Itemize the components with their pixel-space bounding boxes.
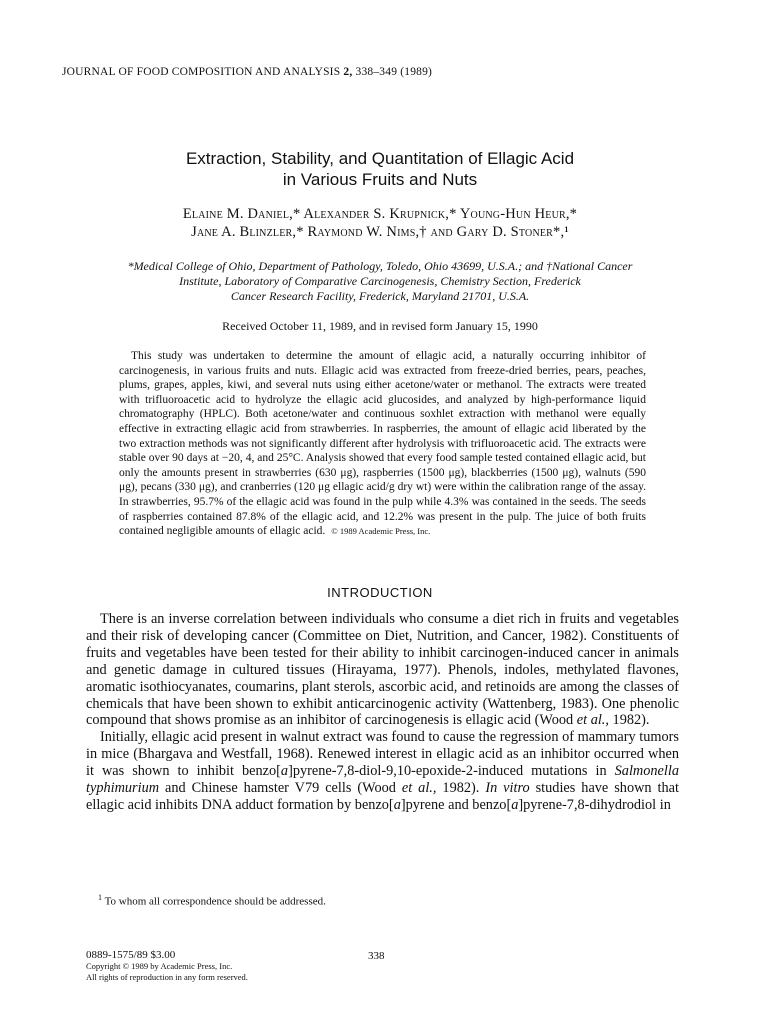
footnote (98, 893, 326, 908)
paragraph (86, 611, 679, 729)
text-run: There is an inverse correlation between individuals who consume a diet rich in fruits and vegetables and their risk of developing cancer (Committee on Diet, Nutrition, and Cancer, 1982). Constituents of fruits and vegetables have been tested for their ability to inhibit carcinogen-induced cancer in animals and genetic damage in cultured tissues (Hirayama, 1977). Phenols, indoles, methylated flavones, aromatic isothiocyanates, coumarins, plant sterols, ascorbic acid, and retinoids are among the classes of chemicals that have been shown to exhibit anticarcinogenic activity (Wattenberg, 1983). One phenolic compound that shows promise as an inhibitor of carcinogenesis is ellagic acid (Wood (86, 611, 679, 729)
title-line: Extraction, Stability, and Quantitation of Ellagic Acid (185, 149, 575, 168)
title-line: in Various Fruits and Nuts (282, 170, 478, 189)
abstract-copyright: © 1989 Academic Press, Inc. (331, 526, 431, 537)
text-run: studies have shown that ellagic acid inhibits DNA adduct formation by benzo[ (86, 780, 679, 813)
italic-run: et al., (576, 712, 609, 729)
affiliations (70, 259, 690, 304)
section-heading: INTRODUCTION (327, 585, 433, 600)
italic-run: a (393, 796, 401, 813)
page-number: 338 (368, 950, 385, 962)
introduction-body (86, 611, 679, 814)
text-run: and Chinese hamster V79 cells (Wood (159, 780, 402, 797)
journal-volume: 2, (343, 66, 353, 78)
italic-run: et al., (401, 780, 437, 797)
text-run: ]pyrene-7,8-diol-9,10-epoxide-2-induced mutations in (288, 763, 615, 780)
article-title (60, 148, 700, 190)
text-run: ]pyrene-7,8-dihydrodiol in (518, 796, 671, 813)
text-run: 1982). (608, 712, 650, 729)
abstract (119, 349, 646, 539)
abstract-text: This study was undertaken to determine the amount of ellagic acid, a naturally occurring inhibitor of carcinogenesis, in various fruits and nuts. Ellagic acid was extracted from freeze-dried berries, pears, peaches, plums, grapes, apples, kiwi, and several nuts using either acetone/water or methanol. The extracts were treated with trifluoroacetic acid to hydrolyze the ellagic acid glucosides, and analyzed by high-performance liquid chromatography (HPLC). Both acetone/water and continuous soxhlet extraction with methanol were equally effective in extracting ellagic acid from strawberries. In raspberries, the amount of ellagic acid liberated by the two extraction methods was not significantly different after hydrolysis with trifluoroacetic acid. The extracts were stable over 90 days at −20, 4, and 25°C. Analysis showed that every food sample tested contained ellagic acid, but only the amounts present in strawberries (630 μg), raspberries (1500 μg), blackberries (1500 μg), walnuts (590 μg), pecans (330 μg), and cranberries (120 μg ellagic acid/g dry wt) were within the calibration range of the assay. In strawberries, 95.7% of the ellagic acid was found in the pulp while 4.3% was contained in the seeds. The seeds of raspberries contained 87.8% of the ellagic acid, and 12.2% was present in the pulp. The juice of both fruits contained negligible amounts of ellagic acid. (119, 350, 646, 538)
affiliation-line: *Medical College of Ohio, Department of Pathology, Toledo, Ohio 43699, U.S.A.; and †National Cancer (127, 259, 633, 273)
footnote-text: To whom all correspondence should be addressed. (104, 895, 326, 908)
text-run: Initially, ellagic acid present in walnut extract was found to cause the regression of mammary tumors in mice (Bhargava and Westfall, 1968). Renewed interest in ellagic acid as an inhibitor occurred when it was shown to inhibit benzo[ (86, 729, 679, 780)
author-list (60, 205, 700, 241)
journal-pages-year: 338–349 (1989) (355, 66, 433, 78)
text-run: 1982). (436, 780, 486, 797)
article-code (86, 949, 248, 983)
affiliation-line: Institute, Laboratory of Comparative Carcinogenesis, Chemistry Section, Frederick (179, 274, 581, 288)
journal-name: JOURNAL OF FOOD COMPOSITION AND ANALYSIS (62, 66, 341, 78)
italic-run: a (280, 763, 289, 780)
text-run: ]pyrene and benzo[ (400, 796, 512, 813)
copyright-line: Copyright © 1989 by Academic Press, Inc. (86, 961, 233, 971)
author-line: Jane A. Blinzler,* Raymond W. Nims,† and Gary D. Stoner*,¹ (191, 224, 569, 240)
issn-price: 0889-1575/89 $3.00 (86, 949, 176, 961)
italic-run: In vitro (485, 780, 530, 797)
paragraph (86, 729, 679, 814)
author-line: Elaine M. Daniel,* Alexander S. Krupnick,* Young-Hun Heur,* (182, 206, 578, 222)
footnote-mark: 1 (98, 893, 102, 902)
received-date: Received October 11, 1989, and in revised form January 15, 1990 (222, 319, 538, 333)
affiliation-line: Cancer Research Facility, Frederick, Maryland 21701, U.S.A. (230, 289, 530, 303)
italic-run: Salmonella typhimurium (86, 763, 679, 797)
italic-run: a (511, 796, 519, 813)
rights-line: All rights of reproduction in any form reserved. (86, 972, 248, 982)
journal-header (62, 66, 432, 78)
